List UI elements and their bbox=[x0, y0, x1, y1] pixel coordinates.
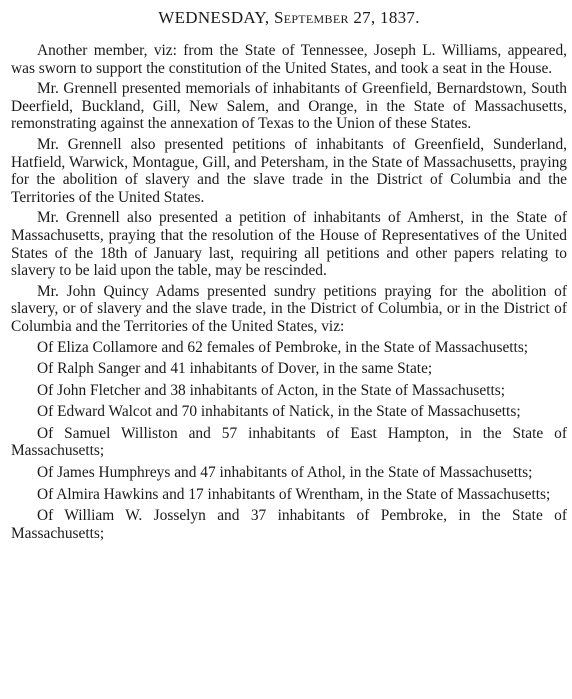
heading-date: September 27, 1837. bbox=[273, 8, 420, 27]
list-item: Of Almira Hawkins and 17 inhabitants of Wrentham, in the State of Massachusetts; bbox=[37, 485, 551, 503]
paragraph-petition-amherst: Mr. Grennell also presented a petition of inhabitants of Amherst, in the State of Massachusetts, praying that the resolution of the House of Representatives of the United States of the 18th of January last, requiring all petitions and other papers relating to slavery to be laid upon the table, may be rescinded. bbox=[11, 209, 567, 280]
paragraph-petitions-abolition: Mr. Grennell also presented petitions of inhabitants of Greenfield, Sunderland, Hatfield, Warwick, Montague, Gill, and Petersham, in the State of Massachusetts, praying for the abolition of slavery and the slave trade in the District of Columbia and the Territories of the United States. bbox=[11, 135, 567, 206]
list-item: Of Samuel Williston and 57 inhabitants of East Hampton, in the State of Massachusetts; bbox=[11, 424, 567, 460]
paragraph-memorials-texas: Mr. Grennell presented memorials of inhabitants of Greenfield, Bernardstown, South Deerfield, Buckland, Gill, New Salem, and Orange, in the State of Massachusetts, remonstrating against the annexation of Texas to the Union of these States. bbox=[11, 80, 567, 133]
paragraph-adams-petitions: Mr. John Quincy Adams presented sundry petitions praying for the abolition of slavery, or of slavery and the slave trade, in the District of Columbia, or in the District of Columbia and the Territories of the United States, viz: bbox=[11, 282, 567, 335]
heading-day: WEDNESDAY, bbox=[158, 8, 270, 27]
petition-list bbox=[11, 339, 567, 543]
list-item: Of James Humphreys and 47 inhabitants of Athol, in the State of Massachusetts; bbox=[37, 464, 533, 482]
list-item: Of John Fletcher and 38 inhabitants of Acton, in the State of Massachusetts; bbox=[37, 381, 506, 399]
date-heading bbox=[11, 8, 567, 28]
journal-page bbox=[11, 8, 567, 546]
paragraph-new-member: Another member, viz: from the State of Tennessee, Joseph L. Williams, appeared, was sworn to support the constitution of the United States, and took a seat in the House. bbox=[11, 42, 567, 77]
list-item: Of William W. Josselyn and 37 inhabitants of Pembroke, in the State of Massachusetts; bbox=[11, 507, 567, 542]
list-item: Of Ralph Sanger and 41 inhabitants of Dover, in the same State; bbox=[37, 360, 433, 378]
list-item: Of Edward Walcot and 70 inhabitants of Natick, in the State of Massachusetts; bbox=[37, 403, 521, 421]
list-item: Of Eliza Collamore and 62 females of Pembroke, in the State of Massachusetts; bbox=[37, 338, 529, 356]
proceedings-paragraphs bbox=[11, 42, 567, 336]
